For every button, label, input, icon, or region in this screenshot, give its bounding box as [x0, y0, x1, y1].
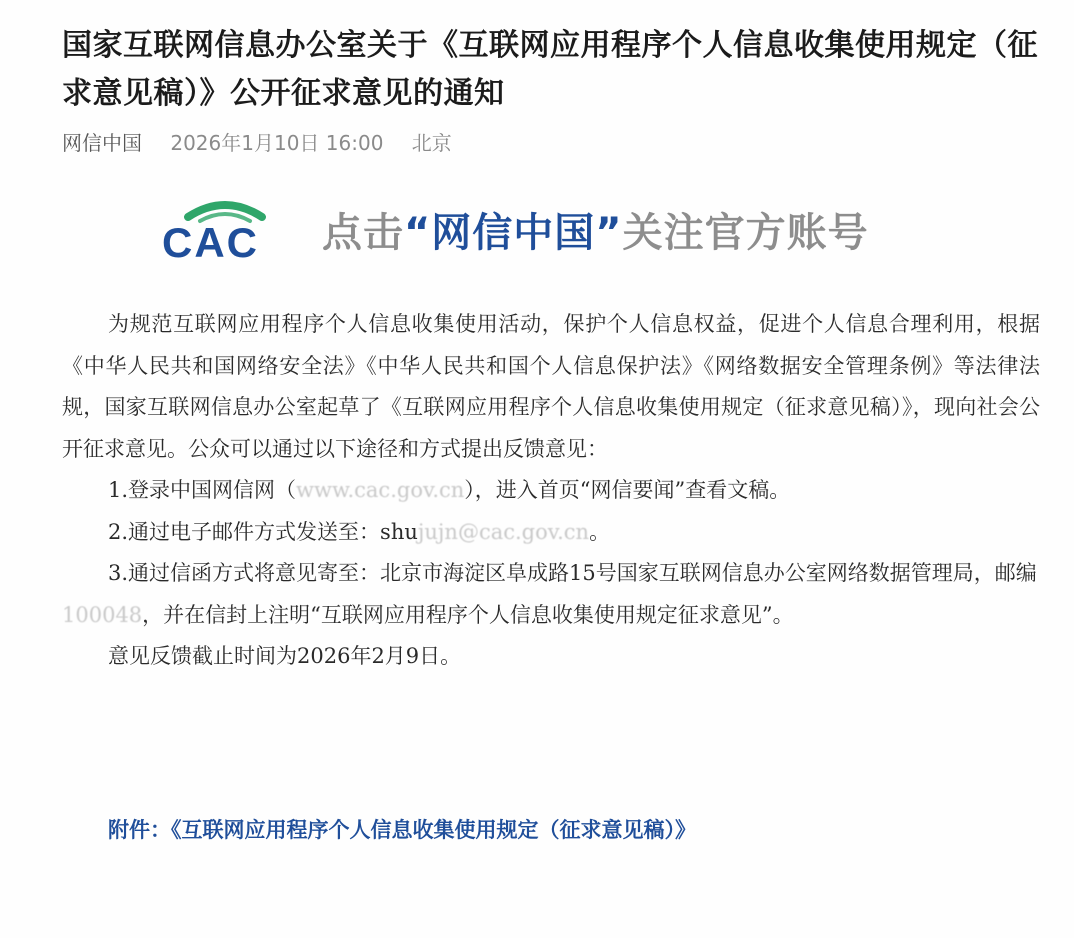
follow-banner[interactable] [160, 195, 950, 275]
article-title: 国家互联网信息办公室关于《互联网应用程序个人信息收集使用规定（征求意见稿）》公开征求意见的通知 [62, 28, 1038, 111]
list-item-2 [62, 512, 1040, 554]
attachment-link[interactable]: 附件：《互联网应用程序个人信息收集使用规定（征求意见稿）》 [108, 818, 696, 842]
postal-code: 100048 [62, 602, 143, 627]
article-meta [62, 126, 452, 160]
article-body [62, 304, 1040, 678]
banner-prefix: 点击 [322, 210, 404, 256]
item1-text-end: ），进入首页“网信要闻”查看文稿。 [464, 478, 791, 502]
article-source[interactable]: 网信中国 [62, 131, 142, 155]
intro-paragraph: 为规范互联网应用程序个人信息收集使用活动，保护个人信息权益，促进个人信息合理利用，根据《中华人民共和国网络安全法》《中华人民共和国个人信息保护法》《网络数据安全管理条例》等法律法规，国家互联网信息办公室起草了《互联网应用程序个人信息收集使用规定（征求意见稿）》，现向社会公开征求意见。公众可以通过以下途径和方式提出反馈意见： [62, 312, 1040, 461]
article-date: 2026年1月10日 16:00 [170, 131, 384, 155]
email-blurred[interactable]: jujn@cac.gov.cn [417, 519, 590, 544]
list-item-1 [62, 470, 1040, 512]
item2-text: 2.通过电子邮件方式发送至： [108, 519, 381, 544]
item1-text: 1.登录中国网信网（ [108, 478, 297, 502]
email-visible[interactable]: shu [380, 519, 418, 544]
banner-highlight: “网信中国” [404, 210, 623, 256]
follow-banner-text [322, 207, 869, 259]
cac-website-link[interactable]: www.cac.gov.cn [296, 478, 465, 502]
list-item-3 [62, 553, 1040, 636]
item2-text-end: 。 [589, 519, 611, 544]
cac-logo-text: CAC [162, 219, 259, 265]
watermark [830, 906, 1050, 924]
item3-text: 3.通过信函方式将意见寄至：北京市海淀区阜成路15号国家互联网信息办公室网络数据管理局，邮编 [108, 561, 1037, 585]
deadline-text: 意见反馈截止时间为2026年2月9日。 [108, 644, 462, 668]
article-location: 北京 [411, 131, 452, 155]
cac-logo-icon [160, 195, 290, 265]
banner-suffix: 关注官方账号 [622, 210, 869, 256]
item3-text-end: ，并在信封上注明“互联网应用程序个人信息收集使用规定征求意见”。 [142, 602, 794, 627]
